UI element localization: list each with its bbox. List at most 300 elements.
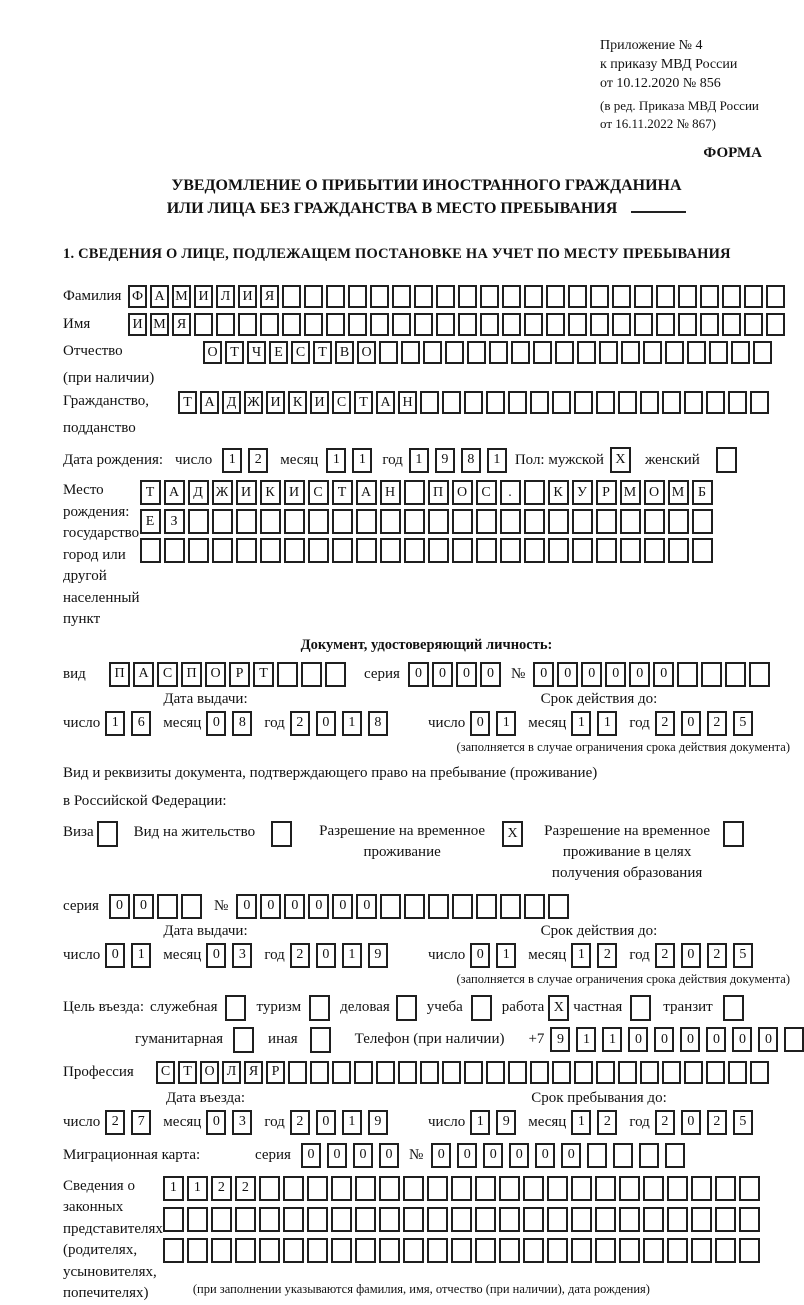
form-cell[interactable] [414, 313, 433, 336]
form-cell[interactable] [307, 1176, 328, 1201]
form-cell[interactable] [667, 1207, 688, 1232]
form-cell[interactable]: X [502, 821, 523, 847]
form-cell[interactable]: К [260, 480, 281, 505]
form-cell[interactable] [587, 1143, 607, 1168]
form-cell[interactable] [692, 538, 713, 563]
form-cell[interactable]: 0 [628, 1027, 648, 1052]
form-cell[interactable] [662, 1061, 681, 1084]
form-cell[interactable]: 2 [290, 711, 310, 736]
form-cell[interactable]: 1 [597, 711, 617, 736]
form-cell[interactable] [739, 1176, 760, 1201]
form-cell[interactable]: Р [229, 662, 250, 687]
form-cell[interactable] [187, 1238, 208, 1263]
form-cell[interactable]: В [335, 341, 354, 364]
form-cell[interactable] [355, 1238, 376, 1263]
form-cell[interactable] [634, 285, 653, 308]
form-cell[interactable] [428, 509, 449, 534]
form-cell[interactable] [684, 391, 703, 414]
form-cell[interactable] [181, 894, 202, 919]
form-cell[interactable]: 0 [332, 894, 353, 919]
form-cell[interactable] [709, 341, 728, 364]
form-cell[interactable] [665, 341, 684, 364]
form-cell[interactable] [427, 1176, 448, 1201]
form-cell[interactable] [380, 894, 401, 919]
form-cell[interactable]: М [668, 480, 689, 505]
form-cell[interactable] [715, 1176, 736, 1201]
form-cell[interactable]: 6 [131, 711, 151, 736]
form-cell[interactable]: 1 [496, 711, 516, 736]
form-cell[interactable] [590, 313, 609, 336]
form-cell[interactable] [500, 509, 521, 534]
form-cell[interactable] [260, 538, 281, 563]
form-cell[interactable] [404, 509, 425, 534]
form-cell[interactable] [140, 538, 161, 563]
form-cell[interactable]: 0 [681, 711, 701, 736]
form-cell[interactable]: 0 [301, 1143, 321, 1168]
form-cell[interactable] [489, 341, 508, 364]
form-cell[interactable]: Я [244, 1061, 263, 1084]
form-cell[interactable] [331, 1207, 352, 1232]
form-cell[interactable] [599, 341, 618, 364]
form-cell[interactable]: Е [269, 341, 288, 364]
form-cell[interactable] [706, 391, 725, 414]
form-cell[interactable] [188, 538, 209, 563]
form-cell[interactable] [619, 1238, 640, 1263]
form-cell[interactable] [716, 447, 737, 473]
form-cell[interactable] [475, 1207, 496, 1232]
form-cell[interactable]: И [310, 391, 329, 414]
form-cell[interactable]: Р [266, 1061, 285, 1084]
form-cell[interactable]: И [284, 480, 305, 505]
form-cell[interactable]: А [356, 480, 377, 505]
form-cell[interactable] [643, 1238, 664, 1263]
form-cell[interactable]: 1 [342, 943, 362, 968]
form-cell[interactable] [427, 1207, 448, 1232]
form-cell[interactable] [499, 1176, 520, 1201]
form-cell[interactable]: Н [398, 391, 417, 414]
form-cell[interactable] [428, 894, 449, 919]
form-cell[interactable] [700, 313, 719, 336]
form-cell[interactable] [678, 313, 697, 336]
form-cell[interactable]: 3 [232, 1110, 252, 1135]
form-cell[interactable]: 0 [379, 1143, 399, 1168]
form-cell[interactable]: 0 [408, 662, 429, 687]
form-cell[interactable]: 1 [105, 711, 125, 736]
form-cell[interactable]: Т [225, 341, 244, 364]
form-cell[interactable] [304, 313, 323, 336]
form-cell[interactable]: 2 [105, 1110, 125, 1135]
form-cell[interactable] [571, 1238, 592, 1263]
form-cell[interactable] [471, 995, 492, 1021]
form-cell[interactable]: Д [188, 480, 209, 505]
form-cell[interactable] [640, 1061, 659, 1084]
form-cell[interactable] [691, 1238, 712, 1263]
form-cell[interactable] [420, 391, 439, 414]
form-cell[interactable] [546, 285, 565, 308]
form-cell[interactable] [355, 1207, 376, 1232]
form-cell[interactable] [728, 391, 747, 414]
form-cell[interactable]: П [428, 480, 449, 505]
form-cell[interactable] [568, 285, 587, 308]
form-cell[interactable]: А [376, 391, 395, 414]
form-cell[interactable] [499, 1238, 520, 1263]
form-cell[interactable] [392, 285, 411, 308]
form-cell[interactable] [467, 341, 486, 364]
form-cell[interactable] [216, 313, 235, 336]
form-cell[interactable] [612, 313, 631, 336]
form-cell[interactable]: 0 [206, 1110, 226, 1135]
form-cell[interactable] [571, 1207, 592, 1232]
form-cell[interactable]: 8 [368, 711, 388, 736]
form-cell[interactable] [620, 509, 641, 534]
form-cell[interactable] [750, 1061, 769, 1084]
form-cell[interactable] [643, 1207, 664, 1232]
form-cell[interactable] [621, 341, 640, 364]
form-cell[interactable] [524, 894, 545, 919]
form-cell[interactable] [486, 1061, 505, 1084]
form-cell[interactable] [436, 313, 455, 336]
form-cell[interactable] [595, 1207, 616, 1232]
form-cell[interactable]: 0 [732, 1027, 752, 1052]
form-cell[interactable] [571, 1176, 592, 1201]
form-cell[interactable] [277, 662, 298, 687]
form-cell[interactable] [684, 1061, 703, 1084]
form-cell[interactable]: Я [260, 285, 279, 308]
form-cell[interactable] [475, 1176, 496, 1201]
form-cell[interactable] [784, 1027, 804, 1052]
form-cell[interactable] [308, 509, 329, 534]
form-cell[interactable] [235, 1207, 256, 1232]
form-cell[interactable] [211, 1207, 232, 1232]
form-cell[interactable] [356, 538, 377, 563]
form-cell[interactable] [577, 341, 596, 364]
form-cell[interactable] [500, 894, 521, 919]
form-cell[interactable] [225, 995, 246, 1021]
form-cell[interactable]: С [308, 480, 329, 505]
form-cell[interactable] [326, 285, 345, 308]
form-cell[interactable] [677, 662, 698, 687]
form-cell[interactable]: Т [332, 480, 353, 505]
form-cell[interactable] [157, 894, 178, 919]
form-cell[interactable]: 0 [470, 943, 490, 968]
form-cell[interactable] [620, 538, 641, 563]
form-cell[interactable] [552, 391, 571, 414]
form-cell[interactable]: 0 [680, 1027, 700, 1052]
form-cell[interactable]: 8 [461, 448, 481, 473]
form-cell[interactable] [259, 1207, 280, 1232]
form-cell[interactable]: 0 [581, 662, 602, 687]
form-cell[interactable] [715, 1238, 736, 1263]
form-cell[interactable] [640, 391, 659, 414]
form-cell[interactable]: 0 [480, 662, 501, 687]
form-cell[interactable] [271, 821, 292, 847]
form-cell[interactable]: 5 [733, 1110, 753, 1135]
form-cell[interactable] [423, 341, 442, 364]
form-cell[interactable]: 0 [109, 894, 130, 919]
form-cell[interactable]: И [236, 480, 257, 505]
form-cell[interactable] [476, 538, 497, 563]
form-cell[interactable] [396, 995, 417, 1021]
form-cell[interactable]: 7 [131, 1110, 151, 1135]
form-cell[interactable] [596, 391, 615, 414]
form-cell[interactable]: 0 [206, 711, 226, 736]
form-cell[interactable]: А [164, 480, 185, 505]
form-cell[interactable] [348, 285, 367, 308]
form-cell[interactable] [701, 662, 722, 687]
form-cell[interactable] [332, 509, 353, 534]
form-cell[interactable] [282, 313, 301, 336]
form-cell[interactable] [301, 662, 322, 687]
form-cell[interactable] [692, 509, 713, 534]
form-cell[interactable]: 2 [597, 1110, 617, 1135]
form-cell[interactable] [283, 1207, 304, 1232]
form-cell[interactable]: 9 [435, 448, 455, 473]
form-cell[interactable] [283, 1176, 304, 1201]
form-cell[interactable]: 5 [733, 943, 753, 968]
form-cell[interactable] [691, 1207, 712, 1232]
form-cell[interactable]: 0 [327, 1143, 347, 1168]
form-cell[interactable] [500, 538, 521, 563]
form-cell[interactable]: 0 [533, 662, 554, 687]
form-cell[interactable] [643, 1176, 664, 1201]
form-cell[interactable]: Б [692, 480, 713, 505]
form-cell[interactable]: 0 [457, 1143, 477, 1168]
form-cell[interactable] [442, 391, 461, 414]
form-cell[interactable]: 0 [681, 1110, 701, 1135]
form-cell[interactable] [379, 341, 398, 364]
form-cell[interactable] [715, 1207, 736, 1232]
form-cell[interactable] [235, 1238, 256, 1263]
form-cell[interactable] [508, 391, 527, 414]
form-cell[interactable] [619, 1176, 640, 1201]
form-cell[interactable] [475, 1238, 496, 1263]
form-cell[interactable]: С [291, 341, 310, 364]
form-cell[interactable] [392, 313, 411, 336]
form-cell[interactable] [574, 1061, 593, 1084]
form-cell[interactable] [284, 538, 305, 563]
form-cell[interactable]: 0 [706, 1027, 726, 1052]
form-cell[interactable]: 2 [655, 1110, 675, 1135]
form-cell[interactable]: О [203, 341, 222, 364]
form-cell[interactable] [398, 1061, 417, 1084]
form-cell[interactable] [530, 391, 549, 414]
form-cell[interactable] [533, 341, 552, 364]
form-cell[interactable] [379, 1207, 400, 1232]
form-cell[interactable] [508, 1061, 527, 1084]
form-cell[interactable] [656, 313, 675, 336]
form-cell[interactable]: 2 [655, 711, 675, 736]
form-cell[interactable] [546, 313, 565, 336]
form-cell[interactable] [164, 538, 185, 563]
form-cell[interactable] [233, 1027, 254, 1053]
form-cell[interactable]: 0 [316, 1110, 336, 1135]
form-cell[interactable] [283, 1238, 304, 1263]
form-cell[interactable]: О [452, 480, 473, 505]
form-cell[interactable]: 0 [356, 894, 377, 919]
form-cell[interactable] [236, 509, 257, 534]
form-cell[interactable] [524, 480, 545, 505]
form-cell[interactable] [355, 1176, 376, 1201]
form-cell[interactable]: Т [253, 662, 274, 687]
form-cell[interactable] [739, 1207, 760, 1232]
form-cell[interactable]: 3 [232, 943, 252, 968]
form-cell[interactable] [643, 341, 662, 364]
form-cell[interactable] [668, 509, 689, 534]
form-cell[interactable] [644, 509, 665, 534]
form-cell[interactable] [595, 1176, 616, 1201]
form-cell[interactable]: П [109, 662, 130, 687]
form-cell[interactable]: Т [140, 480, 161, 505]
form-cell[interactable]: 2 [655, 943, 675, 968]
form-cell[interactable] [326, 313, 345, 336]
form-cell[interactable]: 2 [707, 1110, 727, 1135]
form-cell[interactable] [662, 391, 681, 414]
form-cell[interactable] [524, 313, 543, 336]
form-cell[interactable] [480, 313, 499, 336]
form-cell[interactable] [187, 1207, 208, 1232]
form-cell[interactable]: Ч [247, 341, 266, 364]
form-cell[interactable]: 0 [206, 943, 226, 968]
form-cell[interactable] [451, 1207, 472, 1232]
form-cell[interactable] [502, 313, 521, 336]
form-cell[interactable] [753, 341, 772, 364]
form-cell[interactable]: X [610, 447, 631, 473]
form-cell[interactable]: К [548, 480, 569, 505]
form-cell[interactable] [523, 1176, 544, 1201]
form-cell[interactable] [379, 1176, 400, 1201]
form-cell[interactable]: 0 [557, 662, 578, 687]
form-cell[interactable]: 0 [432, 662, 453, 687]
form-cell[interactable]: Т [178, 391, 197, 414]
form-cell[interactable] [530, 1061, 549, 1084]
form-cell[interactable] [523, 1207, 544, 1232]
form-cell[interactable]: 2 [707, 711, 727, 736]
form-cell[interactable]: 9 [368, 943, 388, 968]
form-cell[interactable] [524, 285, 543, 308]
form-cell[interactable]: 0 [133, 894, 154, 919]
form-cell[interactable]: 0 [456, 662, 477, 687]
form-cell[interactable]: 0 [561, 1143, 581, 1168]
form-cell[interactable] [348, 313, 367, 336]
form-cell[interactable] [524, 509, 545, 534]
form-cell[interactable] [310, 1061, 329, 1084]
form-cell[interactable] [451, 1238, 472, 1263]
form-cell[interactable] [304, 285, 323, 308]
form-cell[interactable]: 2 [290, 943, 310, 968]
form-cell[interactable] [572, 538, 593, 563]
form-cell[interactable]: И [194, 285, 213, 308]
form-cell[interactable] [452, 538, 473, 563]
form-cell[interactable]: 1 [326, 448, 346, 473]
form-cell[interactable] [744, 313, 763, 336]
form-cell[interactable] [308, 538, 329, 563]
form-cell[interactable] [630, 995, 651, 1021]
form-cell[interactable]: Д [222, 391, 241, 414]
form-cell[interactable] [380, 509, 401, 534]
form-cell[interactable]: 0 [605, 662, 626, 687]
form-cell[interactable]: Ж [212, 480, 233, 505]
form-cell[interactable]: 8 [232, 711, 252, 736]
form-cell[interactable] [445, 341, 464, 364]
form-cell[interactable] [619, 1207, 640, 1232]
form-cell[interactable] [613, 1143, 633, 1168]
form-cell[interactable] [238, 313, 257, 336]
form-cell[interactable] [766, 313, 785, 336]
form-cell[interactable] [420, 1061, 439, 1084]
form-cell[interactable] [700, 285, 719, 308]
form-cell[interactable] [427, 1238, 448, 1263]
form-cell[interactable]: З [164, 509, 185, 534]
form-cell[interactable] [639, 1143, 659, 1168]
form-cell[interactable] [572, 509, 593, 534]
form-cell[interactable] [332, 1061, 351, 1084]
form-cell[interactable]: 2 [211, 1176, 232, 1201]
form-cell[interactable]: 1 [409, 448, 429, 473]
form-cell[interactable]: 1 [222, 448, 242, 473]
form-cell[interactable] [379, 1238, 400, 1263]
form-cell[interactable]: И [238, 285, 257, 308]
form-cell[interactable] [744, 285, 763, 308]
form-cell[interactable]: К [288, 391, 307, 414]
form-cell[interactable] [595, 1238, 616, 1263]
form-cell[interactable] [596, 1061, 615, 1084]
form-cell[interactable] [596, 538, 617, 563]
form-cell[interactable] [380, 538, 401, 563]
form-cell[interactable]: 0 [316, 943, 336, 968]
form-cell[interactable] [464, 391, 483, 414]
form-cell[interactable] [486, 391, 505, 414]
form-cell[interactable]: 1 [496, 943, 516, 968]
form-cell[interactable]: 0 [681, 943, 701, 968]
form-cell[interactable]: И [266, 391, 285, 414]
form-cell[interactable]: А [133, 662, 154, 687]
form-cell[interactable]: Я [172, 313, 191, 336]
form-cell[interactable] [668, 538, 689, 563]
form-cell[interactable] [612, 285, 631, 308]
form-cell[interactable]: Т [313, 341, 332, 364]
form-cell[interactable] [644, 538, 665, 563]
form-cell[interactable]: 0 [260, 894, 281, 919]
form-cell[interactable] [502, 285, 521, 308]
form-cell[interactable]: 0 [105, 943, 125, 968]
form-cell[interactable] [404, 480, 425, 505]
form-cell[interactable]: 9 [550, 1027, 570, 1052]
form-cell[interactable]: 0 [431, 1143, 451, 1168]
form-cell[interactable]: 1 [470, 1110, 490, 1135]
form-cell[interactable]: Ф [128, 285, 147, 308]
form-cell[interactable]: 9 [368, 1110, 388, 1135]
form-cell[interactable]: 2 [290, 1110, 310, 1135]
form-cell[interactable] [436, 285, 455, 308]
form-cell[interactable] [731, 341, 750, 364]
form-cell[interactable] [194, 313, 213, 336]
form-cell[interactable]: О [200, 1061, 219, 1084]
form-cell[interactable]: А [150, 285, 169, 308]
form-cell[interactable]: 0 [654, 1027, 674, 1052]
form-cell[interactable]: 0 [236, 894, 257, 919]
form-cell[interactable]: 9 [496, 1110, 516, 1135]
form-cell[interactable] [97, 821, 118, 847]
form-cell[interactable]: 2 [597, 943, 617, 968]
form-cell[interactable] [548, 894, 569, 919]
form-cell[interactable] [524, 538, 545, 563]
form-cell[interactable]: М [172, 285, 191, 308]
form-cell[interactable]: 0 [308, 894, 329, 919]
form-cell[interactable] [667, 1176, 688, 1201]
form-cell[interactable] [476, 894, 497, 919]
form-cell[interactable] [376, 1061, 395, 1084]
form-cell[interactable]: М [620, 480, 641, 505]
